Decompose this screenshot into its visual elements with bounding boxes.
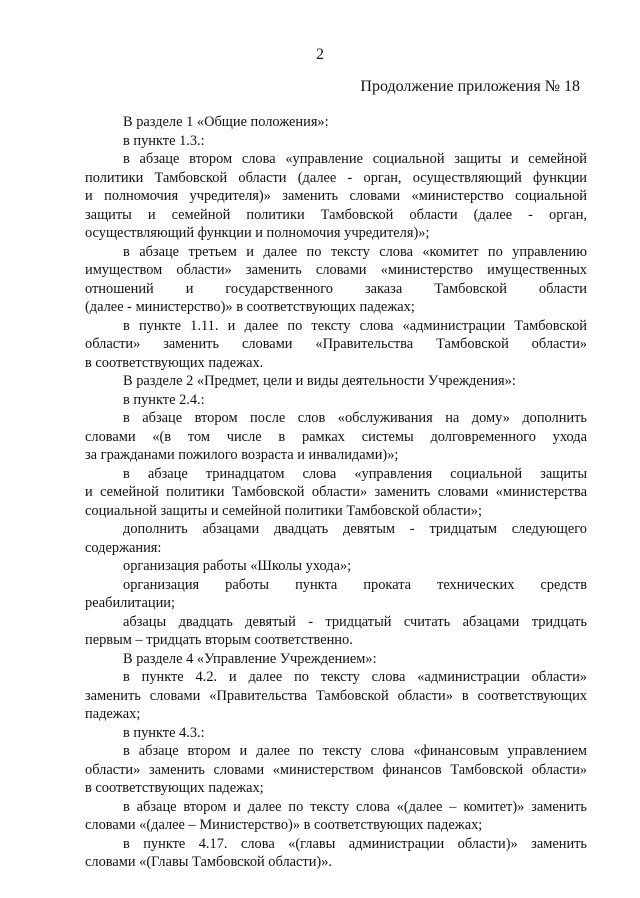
text-line: В разделе 2 «Предмет, цели и виды деятельности Учреждения»: <box>123 373 516 389</box>
text-line: имуществом области» заменить словами «министерство имущественных <box>85 262 587 278</box>
text-line: в соответствующих падежах; <box>85 780 264 796</box>
text-line: В разделе 4 «Управление Учреждением»: <box>123 650 377 667</box>
text-line: словами «(далее – Министерство)» в соответствующих падежах; <box>85 817 483 833</box>
text-line: и полномочия учредителя)» заменить словами «министерство социальной <box>85 188 587 204</box>
text-line: области» заменить словами «Правительства Тамбовской области» <box>85 336 587 352</box>
text-line: области» заменить словами «министерством финансов Тамбовской области» <box>85 761 587 778</box>
document-body <box>85 113 587 872</box>
text-line: и семейной политики Тамбовской области» заменить словами «министерства <box>85 484 587 500</box>
text-line: социальной защиты и семейной политики Тамбовской области»; <box>85 502 482 519</box>
text-line: организация работы пункта проката технических средств <box>123 576 587 593</box>
text-line: в пункте 4.3.: <box>123 724 205 741</box>
text-line: защиты и семейной политики Тамбовской области (далее - орган, <box>85 206 587 223</box>
text-line: в абзаце втором и далее по тексту слова «(далее – комитет)» заменить <box>123 798 587 815</box>
text-line: за гражданами пожилого возраста и инвалидами)»; <box>85 447 399 463</box>
text-line: в абзаце втором после слов «обслуживания на дому» дополнить <box>123 410 587 426</box>
text-line: в абзаце втором слова «управление социальной защиты и семейной <box>123 151 587 167</box>
text-line: в абзаце тринадцатом слова «управления социальной защиты <box>123 465 587 482</box>
text-line: содержания: <box>85 539 162 556</box>
text-line: в пункте 4.17. слова «(главы администрации области)» заменить <box>123 835 587 852</box>
text-line: реабилитации; <box>85 595 176 611</box>
text-line: словами «(в том числе в рамках системы долговременного ухода <box>85 428 587 445</box>
text-line: первым – тридцать вторым соответственно. <box>85 632 353 648</box>
text-line: в абзаце втором и далее по тексту слова «финансовым управлением <box>123 743 587 759</box>
text-line: в пункте 1.11. и далее по тексту слова «администрации Тамбовской <box>123 317 587 334</box>
text-line: осуществляющий функции и полномочия учредителя)»; <box>85 225 430 241</box>
text-line: в пункте 2.4.: <box>123 391 205 408</box>
text-line: в соответствующих падежах. <box>85 354 264 371</box>
text-line: в абзаце третьем и далее по тексту слова «комитет по управлению <box>123 243 587 260</box>
text-line: организация работы «Школы ухода»; <box>123 558 352 574</box>
text-line: дополнить абзацами двадцать девятым - тридцатым следующего <box>123 521 587 537</box>
text-line: падежах; <box>85 706 141 722</box>
text-line: в пункте 4.2. и далее по тексту слова «администрации области» <box>123 669 587 685</box>
text-line: в пункте 1.3.: <box>123 132 205 149</box>
text-line: (далее - министерство)» в соответствующих падежах; <box>85 299 415 315</box>
text-line: отношений и государственного заказа Тамбовской области <box>85 280 587 297</box>
text-line: словами «(Главы Тамбовской области)». <box>85 854 332 870</box>
text-line: В разделе 1 «Общие положения»: <box>123 114 329 130</box>
text-line: абзацы двадцать девятый - тридцатый считать абзацами тридцать <box>123 613 587 630</box>
text-line: политики Тамбовской области (далее - орган, осуществляющий функции <box>85 169 587 186</box>
appendix-continuation-note: Продолжение приложения № 18 <box>360 78 580 95</box>
page-number: 2 <box>316 46 324 63</box>
text-line: заменить словами «Правительства Тамбовской области» в соответствующих <box>85 687 587 704</box>
